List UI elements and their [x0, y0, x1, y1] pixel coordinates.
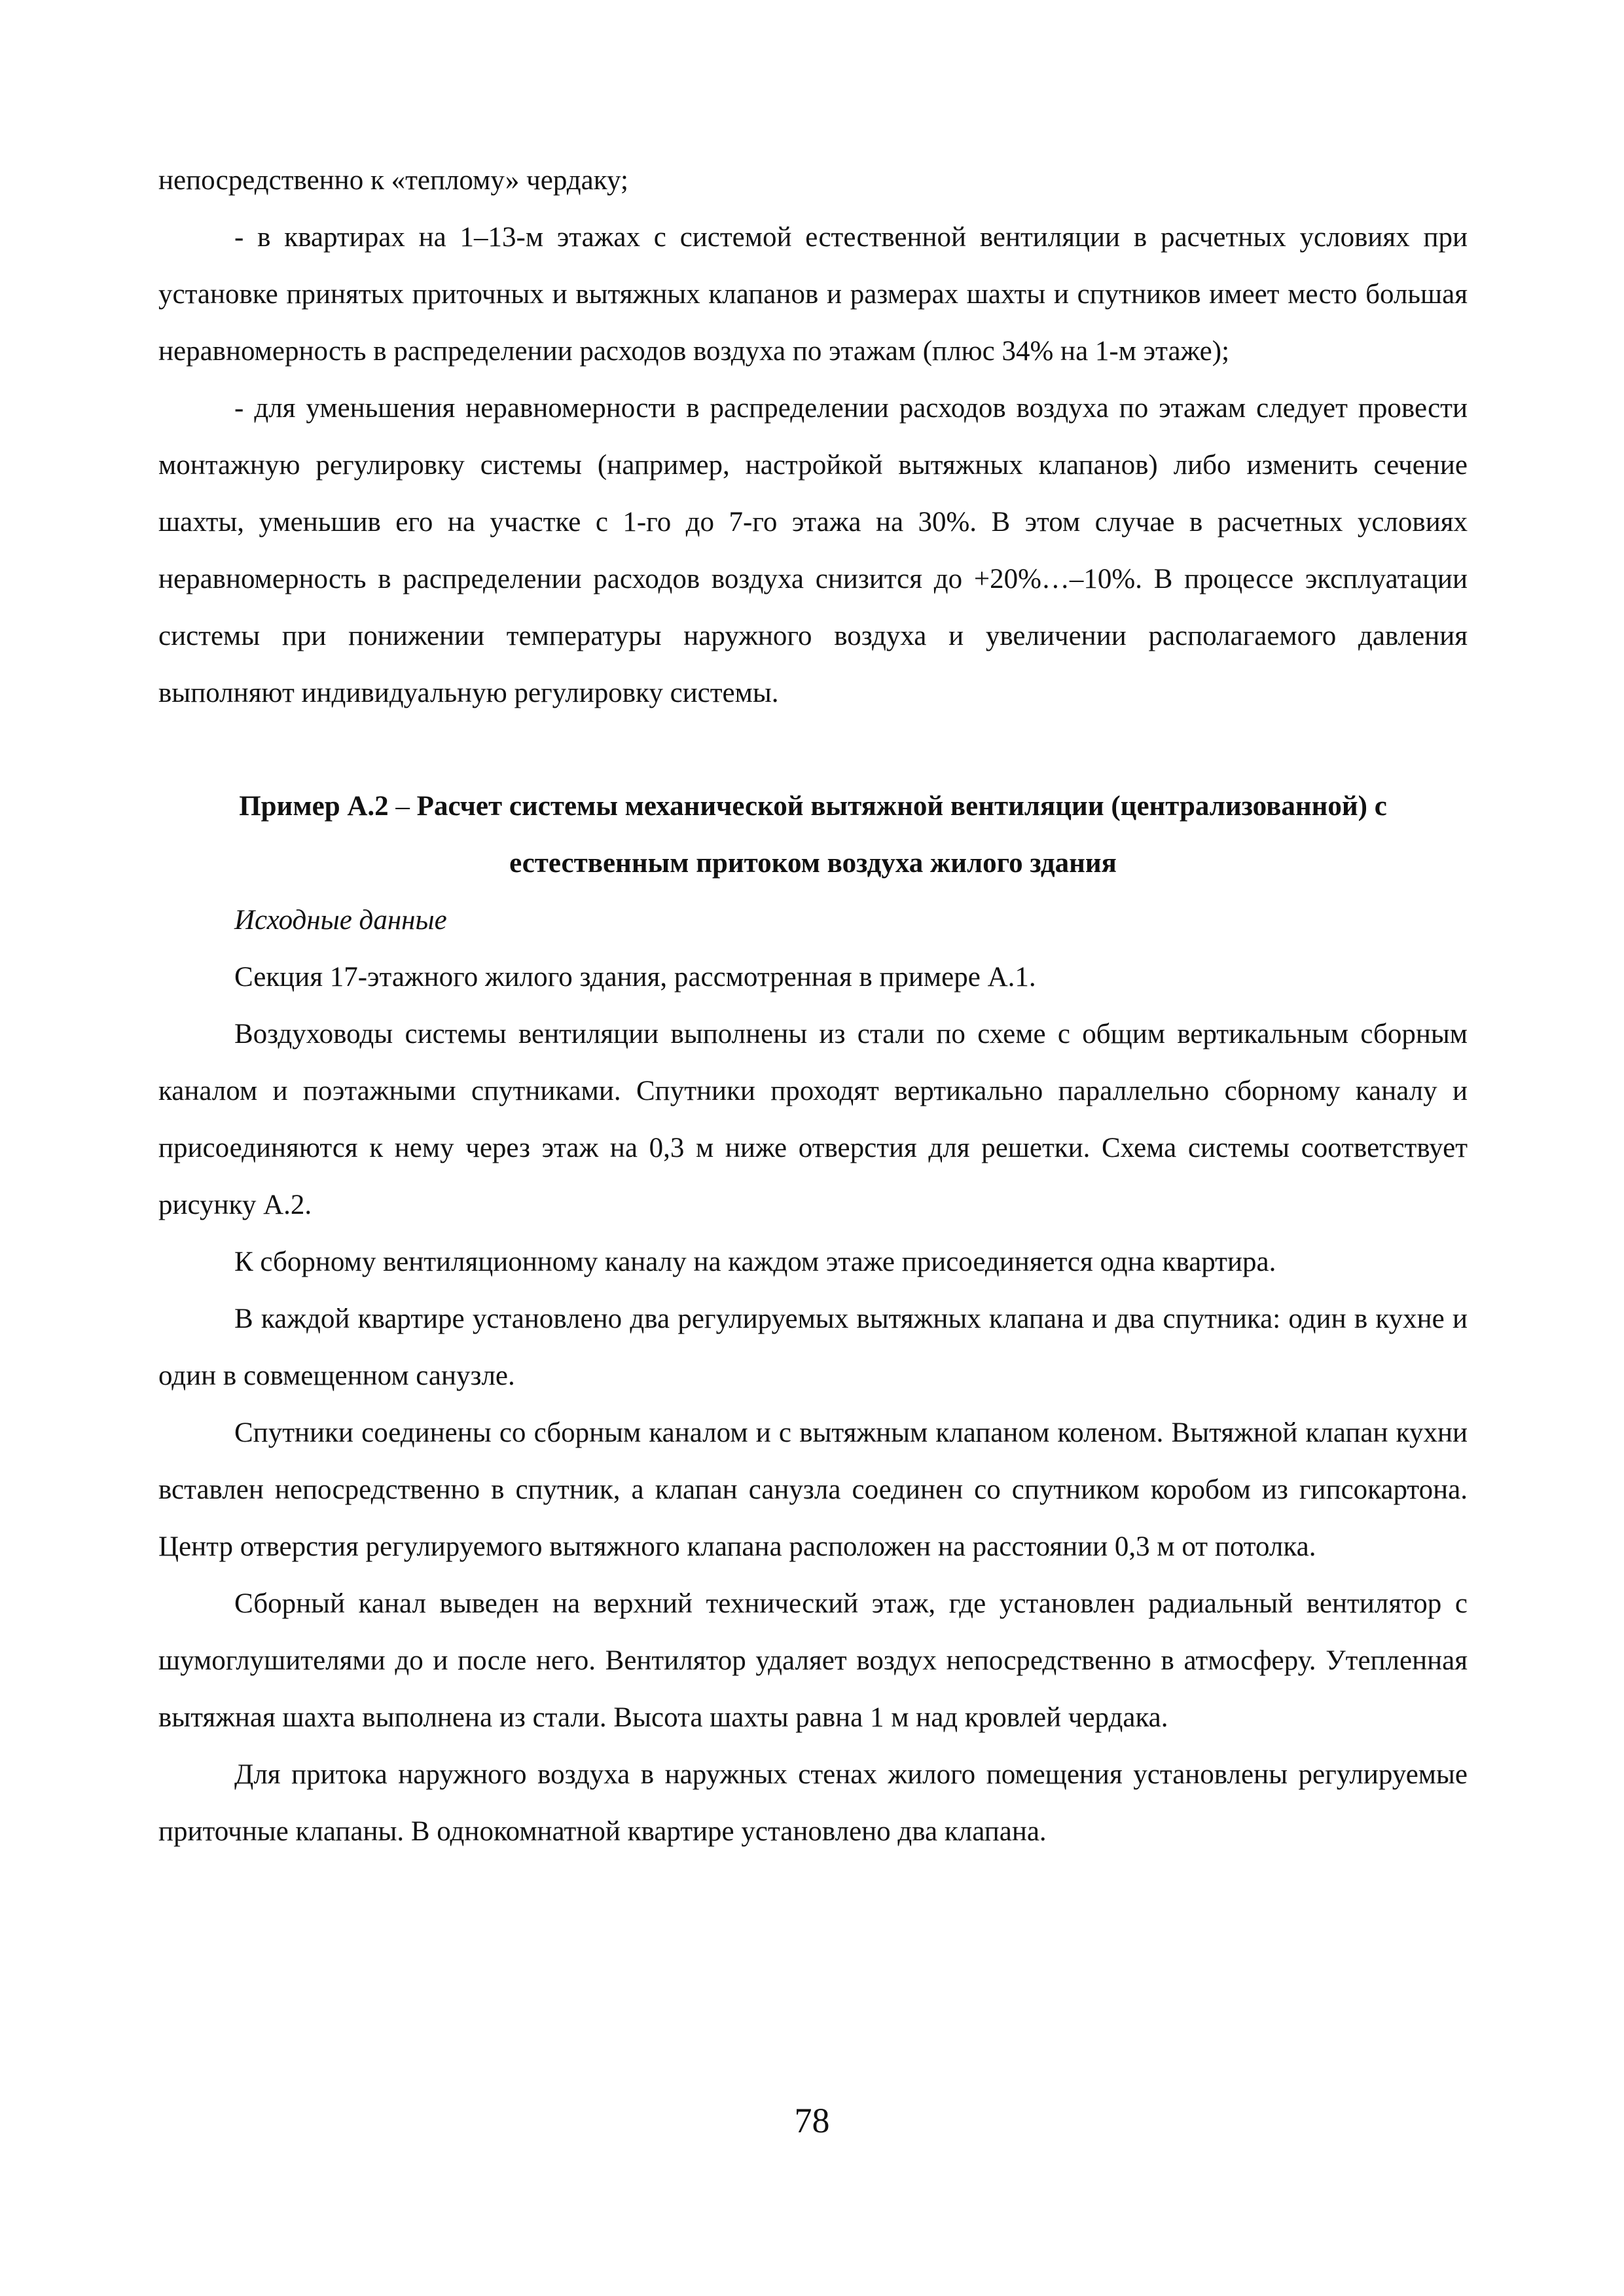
paragraph-body-1: Секция 17-этажного жилого здания, рассмотренная в примере А.1.	[234, 962, 1036, 993]
paragraph-conclusion-2: - для уменьшения неравномерности в распределении расходов воздуха по этажам следует провести монтажную регулировку системы (например, настройкой вытяжных клапанов) либо изменить сечение шахты, уменьшив его на участке с 1-го до 7-го этажа на 30%. В этом случае в расчетных условиях неравномерность в распределении расходов воздуха снизится до +20%…–10%. В процессе эксплуатации системы при понижении температуры наружного воздуха и увеличении располагаемого давления выполняют индивидуальную регулировку системы.	[158, 393, 1468, 708]
paragraph-body-4: В каждой квартире установлено два регулируемых вытяжных клапана и два спутника: один в кухне и один в совмещенном санузле.	[158, 1303, 1468, 1391]
paragraph-body-7: Для притока наружного воздуха в наружных стенах жилого помещения установлены регулируемые приточные клапаны. В однокомнатной квартире установлено два клапана.	[158, 1759, 1468, 1847]
paragraph-body-5: Спутники соединены со сборным каналом и с вытяжным клапаном коленом. Вытяжной клапан кухни вставлен непосредственно в спутник, а клапан санузла соединен со спутником коробом из гипсокартона. Центр отверстия регулируемого вытяжного клапана расположен на расстоянии 0,3 м от потолка.	[158, 1417, 1468, 1562]
paragraph-body-6: Сборный канал выведен на верхний технический этаж, где установлен радиальный вентилятор с шумоглушителями до и после него. Вентилятор удаляет воздух непосредственно в атмосферу. Утепленная вытяжная шахта выполнена из стали. Высота шахты равна 1 м над кровлей чердака.	[158, 1588, 1468, 1733]
paragraph-conclusion-1: - в квартирах на 1–13-м этажах с системой естественной вентиляции в расчетных условиях при установке принятых приточных и вытяжных клапанов и размерах шахты и спутников имеет место большая неравномерность в распределении расходов воздуха по этажам (плюс 34% на 1-м этаже);	[158, 222, 1468, 367]
text-block	[158, 152, 1468, 1860]
paragraph-continuation: непосредственно к «теплому» чердаку;	[158, 165, 628, 196]
section-title-text: Расчет системы механической вытяжной вентиляции (централизованной) с естественным притоком воздуха жилого здания	[416, 791, 1387, 879]
section-title	[158, 778, 1468, 892]
subheading-initial-data: Исходные данные	[234, 905, 447, 936]
section-title-dash: –	[388, 791, 417, 822]
page-number: 78	[794, 2101, 830, 2140]
paragraph-body-2: Воздуховоды системы вентиляции выполнены из стали по схеме с общим вертикальным сборным каналом и поэтажными спутниками. Спутники проходят вертикально параллельно сборному каналу и присоединяются к нему через этаж на 0,3 м ниже отверстия для решетки. Схема системы соответствует рисунку А.2.	[158, 1019, 1468, 1220]
section-title-label: Пример А.2	[239, 791, 389, 822]
paragraph-body-3: К сборному вентиляционному каналу на каждом этаже присоединяется одна квартира.	[234, 1247, 1276, 1277]
